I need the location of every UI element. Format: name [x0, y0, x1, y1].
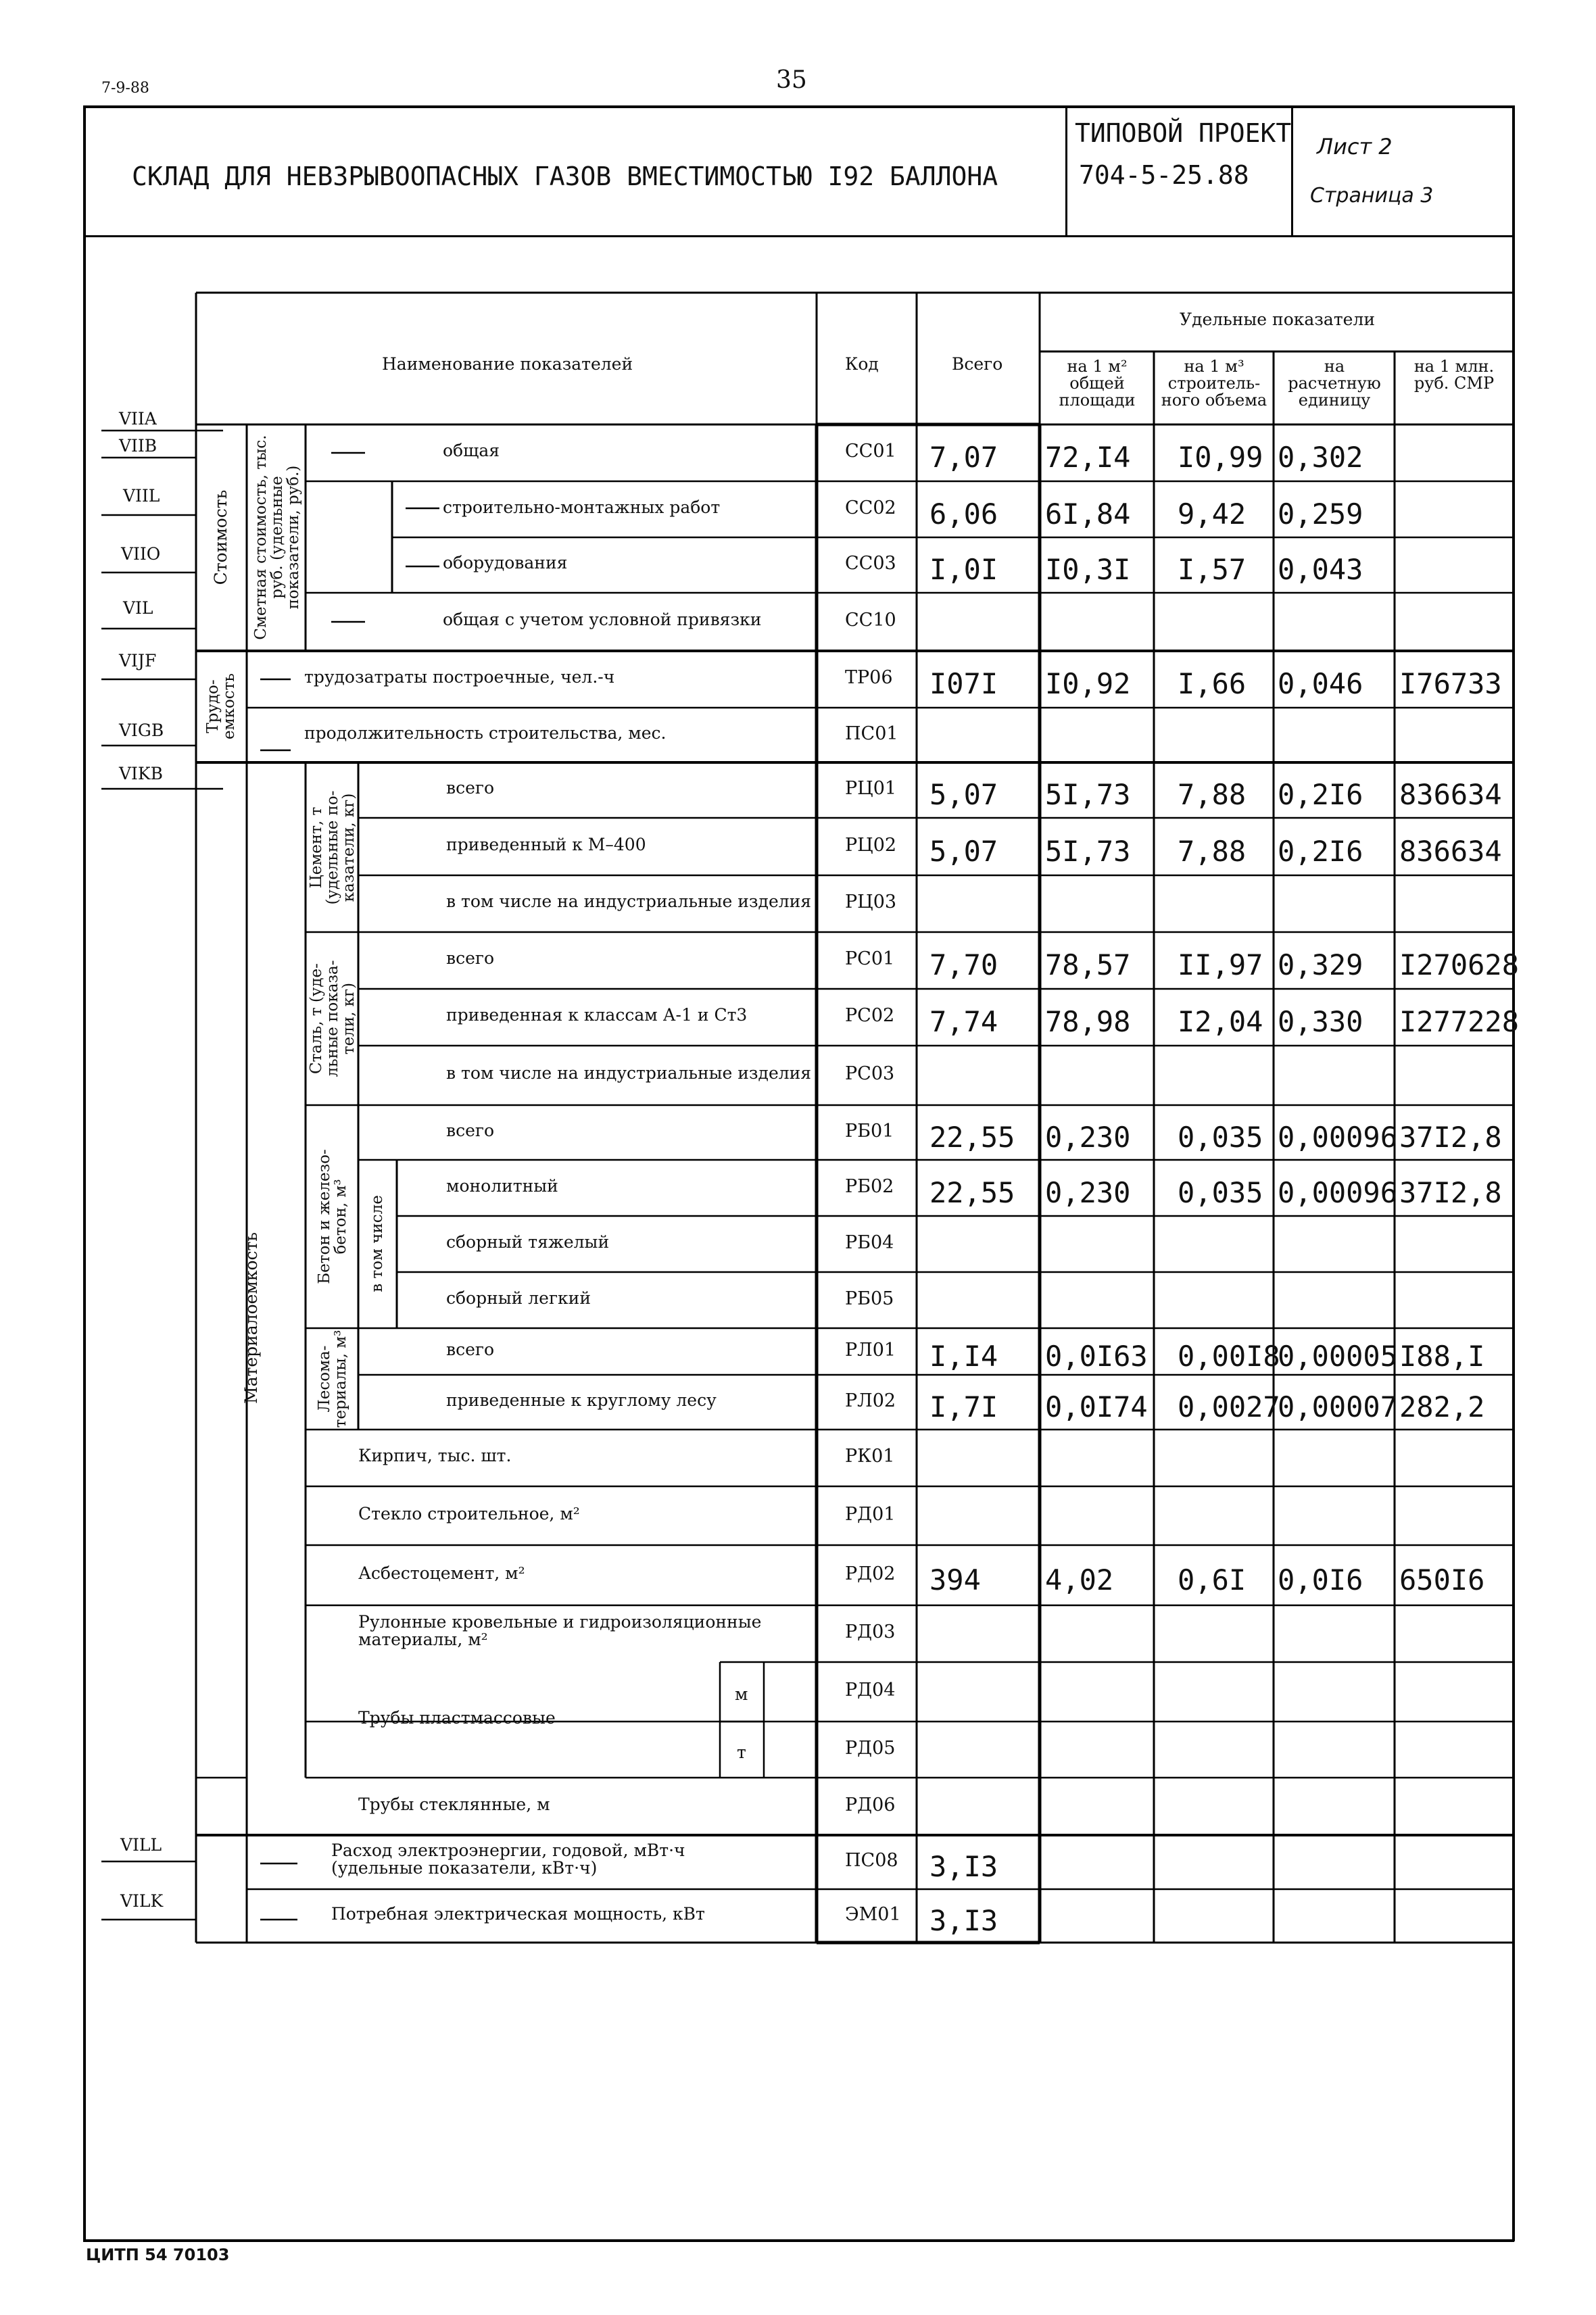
- row-total: I07I: [929, 667, 998, 700]
- row-code: РД06: [845, 1794, 896, 1816]
- row-unit: 0,046: [1278, 667, 1363, 700]
- row-name: Асбестоцемент, м²: [358, 1563, 525, 1583]
- side-code: VILK: [120, 1891, 164, 1911]
- row-code: РЦ03: [845, 892, 897, 912]
- side-code: VIIA: [119, 409, 157, 429]
- row-name: оборудования: [443, 553, 568, 572]
- group-timber: Лесома-териалы, м³: [315, 1330, 349, 1428]
- row-code: РЛ02: [845, 1390, 896, 1411]
- row-unit: 0,330: [1278, 1005, 1363, 1038]
- group-materials: Материалоемкость: [241, 1232, 261, 1404]
- row-m2: 6I,84: [1045, 497, 1131, 531]
- header-per-m2: на 1 м² общей площади: [1059, 357, 1136, 410]
- group-steel: Сталь, т (уде-льные показа-тели, кг): [307, 960, 358, 1077]
- side-code: VIGB: [119, 721, 164, 740]
- row-code: РС02: [845, 1005, 895, 1026]
- row-mln: 282,2: [1399, 1390, 1485, 1423]
- row-m3: 7,88: [1178, 834, 1247, 868]
- header-total: Всего: [952, 354, 1003, 374]
- row-name: общая: [443, 441, 500, 460]
- row-name: всего: [446, 948, 495, 968]
- row-unit: 0,043: [1278, 553, 1363, 586]
- row-unit: 0,00007: [1278, 1390, 1398, 1423]
- group-concrete: Бетон и железо-бетон, м³: [315, 1149, 349, 1284]
- sheet-number: Лист 2: [1317, 134, 1393, 160]
- document-title: СКЛАД ДЛЯ НЕВЗРЫВООПАСНЫХ ГАЗОВ ВМЕСТИМОСТЬЮ I92 БАЛЛОНА: [132, 162, 998, 191]
- group-labor: Трудо-емкость: [203, 673, 238, 739]
- row-name: Трубы пластмассовые: [358, 1707, 556, 1728]
- row-m2: I0,92: [1045, 667, 1131, 700]
- row-name: продолжительность строительства, мес.: [304, 723, 667, 743]
- row-code: РД01: [845, 1503, 896, 1525]
- row-total: I,0I: [929, 553, 998, 586]
- pipes-unit-t: т: [737, 1743, 746, 1762]
- row-code: РБ02: [845, 1175, 894, 1197]
- row-m2: 4,02: [1045, 1563, 1114, 1597]
- row-name: трудозатраты построечные, чел.-ч: [304, 667, 615, 687]
- row-name: общая с учетом условной привязки: [443, 610, 762, 629]
- row-mln: 836634: [1399, 834, 1502, 868]
- row-m2: 78,57: [1045, 948, 1131, 981]
- row-total: I,I4: [929, 1339, 998, 1373]
- row-name: в том числе на индустриальные изделия: [446, 892, 812, 911]
- row-unit: 0,302: [1278, 441, 1363, 474]
- row-unit: 0,00096: [1278, 1175, 1398, 1209]
- row-name: монолитный: [446, 1175, 558, 1196]
- side-code: VIIO: [121, 544, 161, 564]
- row-m2: 78,98: [1045, 1005, 1131, 1038]
- row-name: Кирпич, тыс. шт.: [358, 1446, 512, 1465]
- row-mln: I277228: [1399, 1005, 1520, 1038]
- header-name: Наименование показателей: [382, 354, 633, 374]
- row-mln: 37I2,8: [1399, 1120, 1502, 1154]
- row-name: сборный тяжелый: [446, 1232, 610, 1252]
- row-unit: 0,0I6: [1278, 1563, 1363, 1597]
- group-cement: Цемент, т (удельные по-казатели, кг): [307, 790, 358, 905]
- row-unit: 0,329: [1278, 948, 1363, 981]
- row-m2: 0,230: [1045, 1175, 1131, 1209]
- row-name: Стекло строительное, м²: [358, 1503, 580, 1524]
- header-specific: Удельные показатели: [1180, 310, 1376, 329]
- project-label: ТИПОВОЙ ПРОЕКТ: [1075, 118, 1292, 148]
- row-code: СС10: [845, 610, 896, 631]
- row-name: строительно-монтажных работ: [443, 497, 721, 517]
- row-code: РЦ01: [845, 778, 897, 799]
- row-name: Трубы стеклянные, м: [358, 1794, 550, 1814]
- row-unit: 0,2I6: [1278, 834, 1363, 868]
- row-code: РД03: [845, 1622, 896, 1642]
- row-code: ПС08: [845, 1850, 898, 1871]
- side-code: VIKB: [119, 764, 163, 783]
- row-code: РЛ01: [845, 1339, 896, 1361]
- group-estimate: Сметная стоимость, тыс. руб. (удельные показатели, руб.): [251, 435, 303, 640]
- group-cost: Стоимость: [210, 489, 231, 585]
- row-total: 6,06: [929, 497, 998, 531]
- row-m2: I0,3I: [1045, 553, 1131, 586]
- row-total: 7,70: [929, 948, 998, 981]
- group-incl: в том числе: [368, 1195, 386, 1292]
- row-total: 3,I3: [929, 1850, 998, 1883]
- row-m3: 9,42: [1178, 497, 1247, 531]
- row-code: РК01: [845, 1446, 895, 1467]
- pipes-unit-m: м: [735, 1684, 748, 1704]
- row-mln: 37I2,8: [1399, 1175, 1502, 1209]
- row-code: РД02: [845, 1563, 896, 1584]
- row-total: 3,I3: [929, 1903, 998, 1937]
- row-m3: 0,0027: [1178, 1390, 1280, 1423]
- date-code: 7-9-88: [101, 80, 149, 97]
- row-name: Потребная электрическая мощность, кВт: [331, 1903, 705, 1924]
- row-m3: 0,6I: [1178, 1563, 1247, 1597]
- row-name: всего: [446, 778, 495, 798]
- row-mln: 650I6: [1399, 1563, 1485, 1597]
- row-mln: I270628: [1399, 948, 1520, 981]
- row-code: РС01: [845, 948, 895, 969]
- row-code: СС03: [845, 553, 896, 574]
- header-per-unit: на расчетную единицу: [1288, 357, 1381, 410]
- row-m2: 5I,73: [1045, 778, 1131, 811]
- row-code: СС01: [845, 441, 896, 462]
- header-per-mln: на 1 млн. руб. СМР: [1413, 357, 1495, 393]
- row-m2: 0,0I63: [1045, 1339, 1148, 1373]
- row-name: приведенные к круглому лесу: [446, 1390, 717, 1410]
- row-m3: 7,88: [1178, 778, 1247, 811]
- row-code: РБ05: [845, 1288, 894, 1309]
- row-total: 7,07: [929, 441, 998, 474]
- row-total: 22,55: [929, 1175, 1015, 1209]
- row-name: всего: [446, 1120, 495, 1140]
- row-unit: 0,2I6: [1278, 778, 1363, 811]
- row-total: I,7I: [929, 1390, 998, 1423]
- row-total: 7,74: [929, 1005, 998, 1038]
- row-name: Расход электроэнергии, годовой, мВт·ч (удельные показатели, кВт·ч): [331, 1841, 685, 1878]
- row-code: РД05: [845, 1737, 896, 1759]
- row-code: РЦ02: [845, 834, 897, 856]
- row-name: Рулонные кровельные и гидроизоляционные материалы, м²: [358, 1612, 762, 1650]
- row-m3: 0,035: [1178, 1175, 1263, 1209]
- row-m2: 0,230: [1045, 1120, 1131, 1154]
- row-name: всего: [446, 1339, 495, 1359]
- row-m3: II,97: [1178, 948, 1263, 981]
- row-total: 394: [929, 1563, 981, 1597]
- row-name: приведенный к М–400: [446, 834, 646, 854]
- row-code: ПС01: [845, 723, 898, 744]
- row-code: РД04: [845, 1680, 896, 1701]
- page-number: 35: [776, 66, 807, 94]
- row-unit: 0,00096: [1278, 1120, 1398, 1154]
- row-total: 5,07: [929, 834, 998, 868]
- side-code: VIIL: [123, 486, 160, 506]
- row-mln: 836634: [1399, 778, 1502, 811]
- row-m2: 0,0I74: [1045, 1390, 1148, 1423]
- row-total: 22,55: [929, 1120, 1015, 1154]
- row-m2: 72,I4: [1045, 441, 1131, 474]
- footer-stamp: ЦИТП 54 70103: [86, 2245, 230, 2264]
- header-per-m3: на 1 м³ строитель-ного объема: [1161, 357, 1267, 410]
- side-code: VILL: [120, 1835, 162, 1855]
- row-code: СС02: [845, 497, 896, 518]
- side-code: VIL: [123, 598, 153, 618]
- row-name: приведенная к классам А-1 и Ст3: [446, 1005, 748, 1025]
- side-code: VIJF: [119, 651, 157, 671]
- row-m3: 0,00I8: [1178, 1339, 1280, 1373]
- row-m3: 0,035: [1178, 1120, 1263, 1154]
- row-total: 5,07: [929, 778, 998, 811]
- row-mln: I76733: [1399, 667, 1502, 700]
- header-code: Код: [845, 354, 879, 374]
- row-unit: 0,00005: [1278, 1339, 1398, 1373]
- row-mln: I88,I: [1399, 1339, 1485, 1373]
- row-m3: I,57: [1178, 553, 1247, 586]
- side-code: VIIB: [119, 436, 158, 456]
- project-number: 704-5-25.88: [1079, 160, 1249, 190]
- row-code: РБ04: [845, 1232, 894, 1253]
- row-code: РБ01: [845, 1120, 894, 1142]
- row-m3: I0,99: [1178, 441, 1263, 474]
- row-name: сборный легкий: [446, 1288, 591, 1308]
- row-name: в том числе на индустриальные изделия: [446, 1063, 812, 1083]
- row-unit: 0,259: [1278, 497, 1363, 531]
- row-code: ЭМ01: [845, 1903, 901, 1925]
- page-info: Страница 3: [1310, 184, 1434, 208]
- row-m3: I2,04: [1178, 1005, 1263, 1038]
- row-m2: 5I,73: [1045, 834, 1131, 868]
- row-m3: I,66: [1178, 667, 1247, 700]
- row-code: ТР06: [845, 667, 893, 688]
- row-code: РС03: [845, 1063, 895, 1084]
